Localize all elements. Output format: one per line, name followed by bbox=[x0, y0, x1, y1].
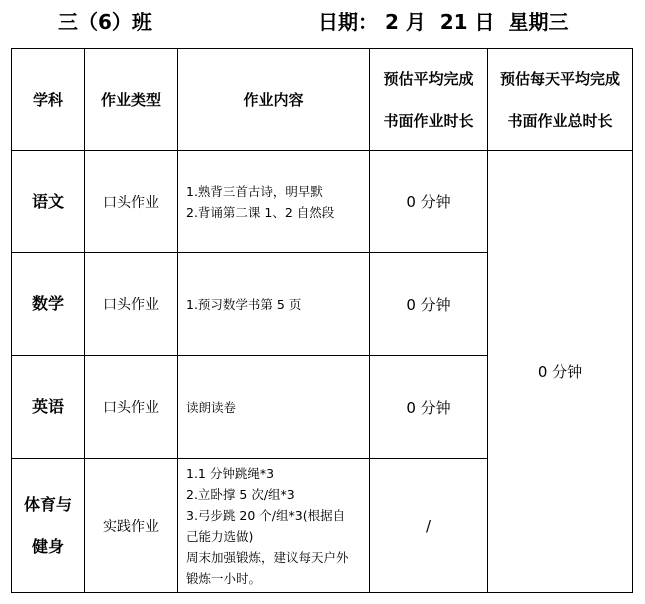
time-cell: 0 分钟 bbox=[370, 356, 488, 459]
col-header-subject: 学科 bbox=[12, 49, 85, 151]
content-cell: 1.1 分钟跳绳*3 2.立卧撑 5 次/组*3 3.弓步跳 20 个/组*3(根据自 己能力选做) 周末加强锻炼，建议每天户外 锻炼一小时。 bbox=[178, 459, 370, 593]
time-cell: / bbox=[370, 459, 488, 593]
table-row-chinese bbox=[12, 151, 633, 253]
subject-cell: 英语 bbox=[12, 356, 85, 459]
content-cell: 1.熟背三首古诗，明早默 2.背诵第二课 1、2 自然段 bbox=[178, 151, 370, 253]
content-cell: 读朗读卷 bbox=[178, 356, 370, 459]
time-cell: 0 分钟 bbox=[370, 253, 488, 356]
type-cell: 口头作业 bbox=[85, 253, 178, 356]
col-header-type: 作业类型 bbox=[85, 49, 178, 151]
col-header-content: 作业内容 bbox=[178, 49, 370, 151]
subject-cell: 语文 bbox=[12, 151, 85, 253]
type-cell: 口头作业 bbox=[85, 356, 178, 459]
type-cell: 实践作业 bbox=[85, 459, 178, 593]
class-name: 三（6）班 bbox=[58, 10, 152, 34]
type-cell: 口头作业 bbox=[85, 151, 178, 253]
subject-cell: 体育与 健身 bbox=[12, 459, 85, 593]
subject-cell: 数学 bbox=[12, 253, 85, 356]
time-cell: 0 分钟 bbox=[370, 151, 488, 253]
total-time-cell: 0 分钟 bbox=[488, 151, 633, 593]
homework-table bbox=[11, 48, 633, 593]
date-line: 日期： 2 月 21 日 星期三 bbox=[318, 10, 569, 34]
page-header bbox=[0, 4, 645, 36]
col-header-time: 预估平均完成 书面作业时长 bbox=[370, 49, 488, 151]
header-row bbox=[12, 49, 633, 151]
col-header-total-time: 预估每天平均完成 书面作业总时长 bbox=[488, 49, 633, 151]
content-cell: 1.预习数学书第 5 页 bbox=[178, 253, 370, 356]
